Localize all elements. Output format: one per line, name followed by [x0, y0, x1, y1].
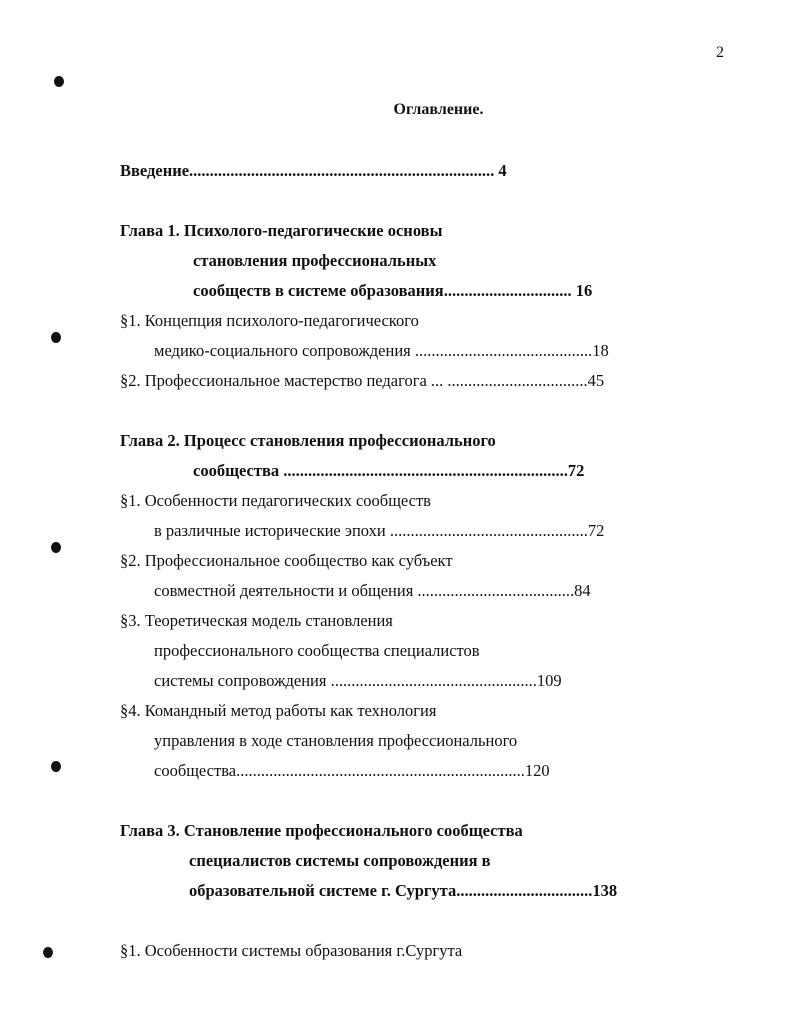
- toc-ch1-sec1-line-1: §1. Концепция психолого-педагогического: [120, 311, 419, 330]
- toc-chapter-3-line-2: специалистов системы сопровождения в: [189, 851, 491, 870]
- toc-ch2-sec4-line-1: §4. Командный метод работы как технология: [120, 701, 437, 720]
- toc-ch2-sec1-line-1: §1. Особенности педагогических сообществ: [120, 491, 431, 510]
- toc-ch2-sec3-line-2: профессионального сообщества специалистов: [154, 641, 480, 660]
- binding-hole-mark: [51, 542, 61, 553]
- toc-ch2-sec1-line-2: в различные исторические эпохи ................................................72: [154, 521, 605, 540]
- binding-hole-mark: [51, 332, 61, 343]
- toc-chapter-1-line-3: сообществ в системе образования............................... 16: [193, 281, 593, 300]
- toc-chapter-1-line-1: Глава 1. Психолого-педагогические основы: [120, 221, 443, 240]
- page-number: 2: [716, 44, 724, 61]
- binding-hole-mark: [43, 947, 53, 958]
- toc-ch3-sec1: §1. Особенности системы образования г.Сургута: [120, 941, 463, 960]
- toc-chapter-1-line-2: становления профессиональных: [193, 251, 437, 270]
- toc-ch2-sec3-line-1: §3. Теоретическая модель становления: [120, 611, 393, 630]
- toc-chapter-3-line-3: образовательной системе г. Сургута.................................138: [189, 881, 618, 900]
- toc-chapter-2-line-1: Глава 2. Процесс становления профессионального: [120, 431, 496, 450]
- toc-intro: Введение.......................................................................... 4: [120, 161, 507, 180]
- binding-hole-mark: [54, 76, 64, 87]
- toc-chapter-2-line-2: сообщества .....................................................................72: [193, 461, 585, 480]
- toc-ch2-sec2-line-1: §2. Профессиональное сообщество как субъект: [120, 551, 453, 570]
- toc-chapter-3-line-1: Глава 3. Становление профессионального сообщества: [120, 821, 523, 840]
- binding-hole-mark: [51, 761, 61, 772]
- page-title: Оглавление.: [393, 101, 484, 118]
- toc-ch1-sec2: §2. Профессиональное мастерство педагога ... ..................................45: [120, 371, 605, 390]
- toc-ch1-sec1-line-2: медико-социального сопровождения ...........................................18: [154, 341, 609, 360]
- toc-ch2-sec3-line-3: системы сопровождения ..................................................109: [154, 671, 562, 690]
- toc-ch2-sec4-line-3: сообщества......................................................................120: [154, 761, 550, 780]
- toc-ch2-sec2-line-2: совместной деятельности и общения ......................................84: [154, 581, 591, 600]
- toc-ch2-sec4-line-2: управления в ходе становления профессионального: [154, 731, 518, 750]
